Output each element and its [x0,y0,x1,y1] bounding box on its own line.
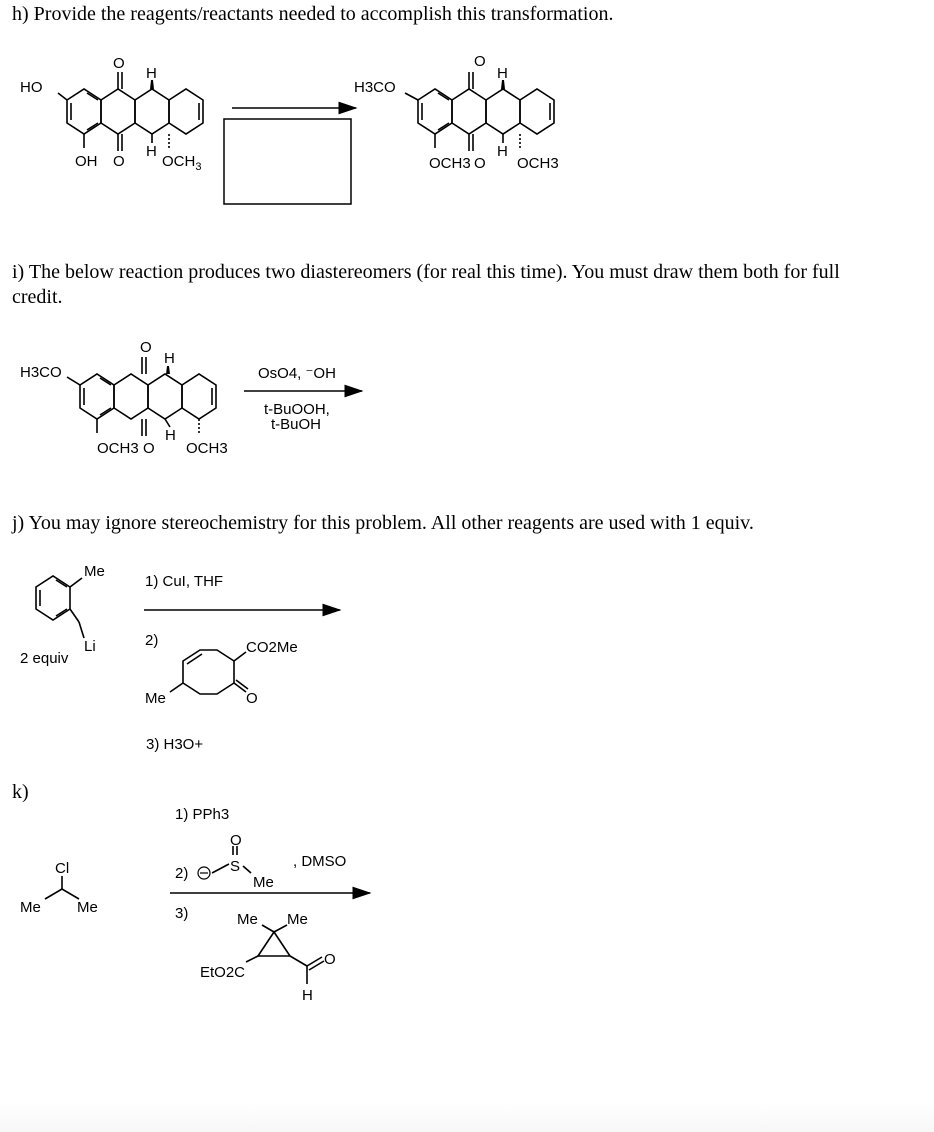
page-bottom-fade [0,1102,934,1132]
question-j: j) You may ignore stereochemistry for this problem. All other reagents are used with 1 equiv. [12,512,754,534]
question-h: h) Provide the reagents/reactants needed to accomplish this transformation. [12,3,614,25]
h-product-och3-left: OCH3 [429,155,471,172]
h-product-och3-right: OCH3 [517,155,559,172]
j-li: Li [84,638,96,655]
k-o-sulfur: O [230,832,242,849]
k-s: S [230,858,241,875]
i-sm-h-bottom: H [165,427,176,444]
h-sm-o-top: O [113,55,125,72]
k-isopropyl-chloride [45,876,79,899]
h-sm-h-bottom: H [146,143,157,160]
k-h-ald: H [302,987,313,1004]
k-me-right: Me [77,899,98,916]
j-me: Me [84,563,105,580]
h-answer-box[interactable] [224,119,351,204]
h-sm-och3: $OCH_3$ [162,153,202,173]
k-sulfoxide-anion [198,846,251,879]
k-cl: Cl [55,860,70,877]
i-sm-och3-left: OCH3 [97,440,139,457]
k-me-a: Me [237,911,258,928]
i-sm-och3-right: OCH3 [186,440,228,457]
k-me-left: Me [20,899,41,916]
i-sm-h-top: H [164,350,175,367]
i-sm-h3co: H3CO [20,364,62,381]
h-product-h3co: H3CO [354,79,396,96]
h-product-o-top: O [474,53,486,70]
j-me2: Me [145,690,166,707]
h-starting-material [58,72,203,151]
i-starting-material [67,357,216,436]
j-enone [170,650,248,694]
h-product-o-bottom: O [474,155,486,172]
k-step3: 3) [175,905,189,922]
k-me-b: Me [287,911,308,928]
h-sm-oh: OH [75,153,98,170]
k-me-s: Me [253,874,274,891]
j-step3: 3) H3O+ [146,736,204,753]
k-step2: 2) [175,865,189,882]
j-aryllithium [36,576,84,638]
k-step1: 1) PPh3 [175,806,230,823]
j-o: O [246,690,258,707]
question-i: i) The below reaction produces two diastereomers (for real this time). You must draw them both for full credit. [12,261,840,308]
k-cyclopropane [246,925,324,984]
k-o-ald: O [324,951,336,968]
h-product-h-bottom: H [497,143,508,160]
i-sm-o-bottom: O [143,440,155,457]
i-reagent-line2: t-BuOOH, [264,401,330,418]
h-product-h-top: H [497,65,508,82]
question-k: k) [12,781,29,803]
k-dmso: , DMSO [293,853,347,870]
k-eto2c: EtO2C [200,964,246,981]
j-step2: 2) [145,632,159,649]
i-sm-o-top: O [140,339,152,356]
h-sm-o-bottom: O [113,153,125,170]
h-sm-ho: HO [20,79,43,96]
h-product [405,72,554,151]
j-step1: 1) CuI, THF [145,573,224,590]
h-sm-h-top: H [146,65,157,82]
i-reagent-line3: t-BuOH [271,416,322,433]
j-equiv: 2 equiv [20,650,69,667]
i-reagent-line1: OsO4, ⁻OH [258,365,336,382]
j-co2me: CO2Me [246,639,298,656]
